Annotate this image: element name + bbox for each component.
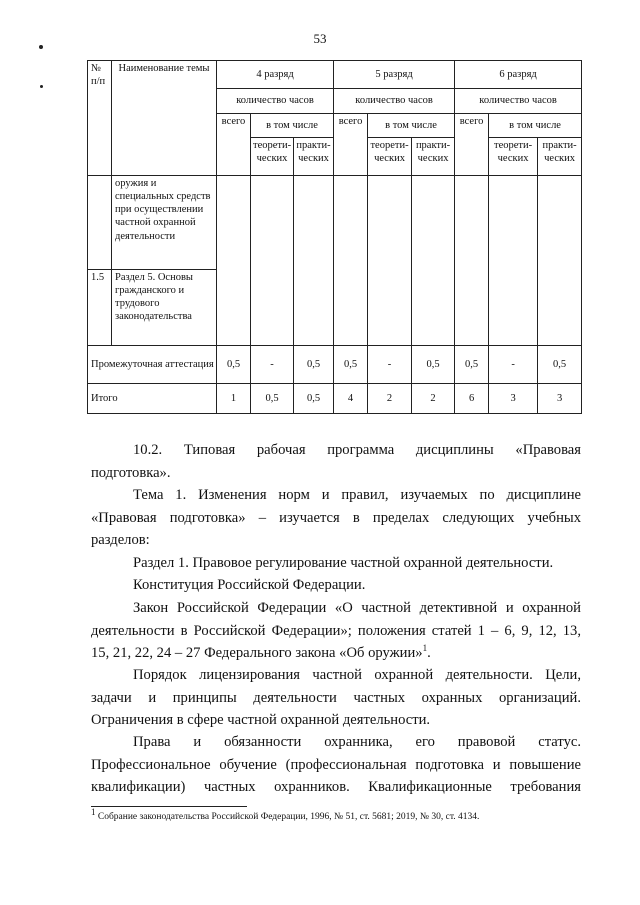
text-line: Порядок лицензирования частной охранной деятельности. Цели, xyxy=(133,667,581,683)
header-grade: 4 разряд xyxy=(217,61,334,89)
header-practice: практи-ческих xyxy=(294,138,334,176)
text-line: Закон Российской Федерации «О частной детективной и охранной xyxy=(133,600,581,616)
text-line: Тема 1. Изменения норм и правил, изучаемых по дисциплине xyxy=(133,487,581,503)
header-total: всего xyxy=(455,114,489,176)
table-cell: 3 xyxy=(489,384,538,414)
table-cell xyxy=(489,270,538,346)
paragraph xyxy=(91,664,581,732)
header-hours: количество часов xyxy=(334,89,455,114)
table-cell xyxy=(294,176,334,270)
table-cell xyxy=(217,176,251,346)
hours-table xyxy=(87,60,582,414)
table-cell: 0,5 xyxy=(294,384,334,414)
text-line xyxy=(91,642,581,665)
total-row xyxy=(88,384,582,414)
interim-label: Промежуточная аттестация xyxy=(88,346,217,384)
text-line: задачи и принципы деятельности частных охранных организаций. xyxy=(91,689,581,706)
text-line: деятельности в Российской Федерации»; положения статей 1 – 6, 9, 12, 13, xyxy=(91,622,581,639)
table-cell: 2 xyxy=(368,384,412,414)
table-cell: - xyxy=(368,346,412,384)
table-cell: 4 xyxy=(334,384,368,414)
table-cell: - xyxy=(251,346,294,384)
table-cell xyxy=(455,176,489,270)
header-theory: теорети-ческих xyxy=(368,138,412,176)
table-cell: 0,5 xyxy=(294,346,334,384)
text-line: квалификации) частных охранников. Квалификационные требования xyxy=(91,779,581,795)
header-theory: теорети-ческих xyxy=(251,138,294,176)
header-total: всего xyxy=(334,114,368,176)
table-cell: 0,5 xyxy=(412,346,455,384)
table-cell xyxy=(538,270,582,346)
footnote-text: Собрание законодательства Российской Федерации, 1996, № 51, ст. 5681; 2019, № 30, ст. 4134. xyxy=(95,812,480,823)
text-run: . xyxy=(427,645,431,661)
row-num: 1.5 xyxy=(88,270,112,346)
header-including: в том числе xyxy=(368,114,455,138)
text-line: Ограничения в сфере частной охранной деятельности. xyxy=(91,712,431,728)
text-line: Профессиональное обучение (профессиональная подготовка и повышение xyxy=(91,756,581,773)
table-cell: 0,5 xyxy=(251,384,294,414)
row-name: оружия и специальных средств при осуществлении частной охранной деятельности xyxy=(112,176,217,270)
header-including: в том числе xyxy=(489,114,582,138)
header-hours: количество часов xyxy=(455,89,582,114)
footnote-mark: 1 xyxy=(91,807,96,817)
text-line: 10.2. Типовая рабочая программа дисциплины «Правовая xyxy=(133,442,581,458)
table-cell xyxy=(334,270,368,346)
table-cell xyxy=(251,176,294,270)
table-cell xyxy=(334,176,368,270)
table-cell xyxy=(412,270,455,346)
page-number: 53 xyxy=(313,31,327,46)
header-hours: количество часов xyxy=(217,89,334,114)
table-cell: 0,5 xyxy=(455,346,489,384)
row-num xyxy=(88,176,112,270)
margin-mark xyxy=(40,85,43,88)
header-grade: 6 разряд xyxy=(455,61,582,89)
table-cell xyxy=(368,176,412,270)
table-cell xyxy=(538,176,582,270)
text-line: «Правовая подготовка» – изучается в пределах следующих учебных xyxy=(91,509,581,526)
paragraph xyxy=(91,439,581,484)
table-cell: 0,5 xyxy=(538,346,582,384)
header-num: № п/п xyxy=(88,61,112,176)
paragraph xyxy=(91,597,581,665)
table-cell: 2 xyxy=(412,384,455,414)
header-theory: теорети-ческих xyxy=(489,138,538,176)
header-practice: практи-ческих xyxy=(538,138,582,176)
table-cell: 0,5 xyxy=(334,346,368,384)
table-cell xyxy=(489,176,538,270)
table-cell xyxy=(412,176,455,270)
table-cell: - xyxy=(489,346,538,384)
table-cell: 3 xyxy=(538,384,582,414)
table-row xyxy=(88,270,582,346)
footnote xyxy=(91,807,581,823)
footnote-rule xyxy=(91,806,247,807)
table-cell xyxy=(455,270,489,346)
table-cell xyxy=(368,270,412,346)
text-line: Права и обязанности охранника, его правовой статус. xyxy=(133,734,581,750)
interim-row xyxy=(88,346,582,384)
header-name: Наименование темы xyxy=(112,61,217,176)
header-total: всего xyxy=(217,114,251,176)
paragraph xyxy=(91,731,581,799)
header-including: в том числе xyxy=(251,114,334,138)
paragraph: Конституция Российской Федерации. xyxy=(133,577,366,593)
header-practice: практи-ческих xyxy=(412,138,455,176)
paragraph: Раздел 1. Правовое регулирование частной охранной деятельности. xyxy=(133,555,554,571)
paragraph xyxy=(91,484,581,552)
table-cell: 1 xyxy=(217,384,251,414)
text-line: разделов: xyxy=(91,532,150,548)
row-name: Раздел 5. Основы гражданского и трудового законодательства xyxy=(112,270,217,346)
table-row xyxy=(88,176,582,270)
table-cell: 0,5 xyxy=(217,346,251,384)
text-run: 15, 21, 22, 24 – 27 Федерального закона «Об оружии» xyxy=(91,645,423,661)
text-line: подготовка». xyxy=(91,464,171,481)
header-grade: 5 разряд xyxy=(334,61,455,89)
table-cell xyxy=(294,270,334,346)
table-cell: 6 xyxy=(455,384,489,414)
table-cell xyxy=(251,270,294,346)
footnote-ref: 1 xyxy=(422,643,428,654)
total-label: Итого xyxy=(88,384,217,414)
